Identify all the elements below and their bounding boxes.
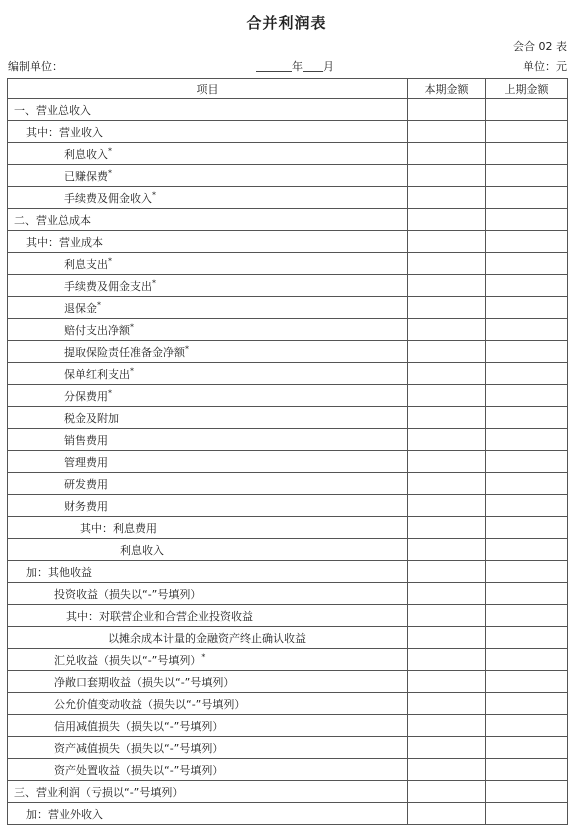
row-label-text: 税金及附加	[64, 411, 119, 425]
period-date	[256, 58, 334, 74]
statement-title: 合并利润表	[246, 14, 327, 32]
current-period-cell[interactable]	[408, 759, 486, 781]
current-period-cell[interactable]	[408, 649, 486, 671]
current-period-cell[interactable]	[408, 803, 486, 825]
row-label-text: 投资收益（损失以“-”号填列）	[54, 587, 202, 601]
row-item-label	[8, 297, 408, 319]
row-item-label	[8, 341, 408, 363]
table-row	[8, 737, 568, 759]
row-label-text: 资产处置收益（损失以“-”号填列）	[54, 763, 224, 777]
table-row	[8, 209, 568, 231]
special-industry-mark: *	[201, 651, 206, 661]
row-label-text: 销售费用	[64, 433, 108, 447]
row-item-label	[8, 561, 408, 583]
prior-period-cell[interactable]	[486, 605, 568, 627]
column-header-prior-period: 上期金额	[486, 79, 568, 99]
month-blank	[303, 60, 323, 72]
current-period-cell[interactable]	[408, 385, 486, 407]
prior-period-cell[interactable]	[486, 759, 568, 781]
row-label-text: 利息支出	[64, 257, 108, 271]
row-label-text: 其中：营业成本	[26, 235, 103, 249]
table-row	[8, 715, 568, 737]
row-label-text: 手续费及佣金收入	[64, 191, 152, 205]
current-period-cell[interactable]	[408, 187, 486, 209]
row-label-text: 管理费用	[64, 455, 108, 469]
table-row	[8, 143, 568, 165]
prior-period-cell[interactable]	[486, 737, 568, 759]
special-industry-mark: *	[108, 255, 112, 265]
special-industry-mark: *	[130, 321, 134, 331]
row-item-label	[8, 143, 408, 165]
special-industry-mark: *	[130, 365, 134, 375]
table-row	[8, 385, 568, 407]
current-period-cell[interactable]	[408, 693, 486, 715]
table-row	[8, 473, 568, 495]
prior-period-cell[interactable]	[486, 803, 568, 825]
row-label-text: 一、营业总收入	[14, 103, 91, 117]
special-industry-mark: *	[152, 277, 156, 287]
current-period-cell[interactable]	[408, 253, 486, 275]
table-row	[8, 407, 568, 429]
current-period-cell[interactable]	[408, 627, 486, 649]
current-period-cell[interactable]	[408, 275, 486, 297]
row-label-text: 财务费用	[64, 499, 108, 513]
current-period-cell[interactable]	[408, 451, 486, 473]
row-item-label	[8, 781, 408, 803]
prior-period-cell[interactable]	[486, 121, 568, 143]
row-item-label	[8, 627, 408, 649]
row-label-text: 利息收入	[120, 543, 164, 557]
column-header-current-period: 本期金额	[408, 79, 486, 99]
row-item-label	[8, 121, 408, 143]
table-row	[8, 803, 568, 825]
special-industry-mark: *	[108, 387, 112, 397]
currency-label: 单位：元	[523, 60, 567, 73]
table-row	[8, 121, 568, 143]
current-period-cell[interactable]	[408, 297, 486, 319]
table-row	[8, 627, 568, 649]
row-label-text: 加：其他收益	[26, 565, 92, 579]
table-row	[8, 319, 568, 341]
row-label-text: 保单红利支出	[64, 367, 130, 381]
table-row	[8, 297, 568, 319]
prior-period-cell[interactable]	[486, 561, 568, 583]
special-industry-mark: *	[97, 299, 101, 309]
special-industry-mark: *	[108, 145, 112, 155]
prior-period-cell[interactable]	[486, 495, 568, 517]
current-period-cell[interactable]	[408, 473, 486, 495]
current-period-cell[interactable]	[408, 121, 486, 143]
prior-period-cell[interactable]	[486, 253, 568, 275]
table-row	[8, 649, 568, 671]
table-row	[8, 693, 568, 715]
prior-period-cell[interactable]	[486, 451, 568, 473]
row-label-text: 其中：营业收入	[26, 125, 103, 139]
current-period-cell[interactable]	[408, 143, 486, 165]
row-label-text: 加：营业外收入	[26, 807, 103, 821]
special-industry-mark: *	[152, 189, 156, 199]
special-industry-mark: *	[185, 343, 189, 353]
current-period-cell[interactable]	[408, 737, 486, 759]
row-item-label	[8, 737, 408, 759]
row-label-text: 手续费及佣金支出	[64, 279, 152, 293]
prior-period-cell[interactable]	[486, 341, 568, 363]
row-label-text: 退保金	[64, 301, 97, 315]
table-row	[8, 583, 568, 605]
prior-period-cell[interactable]	[486, 781, 568, 803]
current-period-cell[interactable]	[408, 341, 486, 363]
table-row	[8, 99, 568, 121]
table-row	[8, 253, 568, 275]
prior-period-cell[interactable]	[486, 275, 568, 297]
row-item-label	[8, 759, 408, 781]
row-label-text: 分保费用	[64, 389, 108, 403]
current-period-cell[interactable]	[408, 231, 486, 253]
row-label-text: 公允价值变动收益（损失以“-”号填列）	[54, 697, 246, 711]
row-item-label	[8, 363, 408, 385]
row-label-text: 信用减值损失（损失以“-”号填列）	[54, 719, 224, 733]
prior-period-cell[interactable]	[486, 297, 568, 319]
current-period-cell[interactable]	[408, 517, 486, 539]
table-body	[8, 99, 568, 825]
table-row	[8, 495, 568, 517]
income-statement-table	[7, 78, 568, 825]
form-code: 会合 02 表	[513, 40, 567, 53]
prior-period-cell[interactable]	[486, 363, 568, 385]
row-item-label	[8, 385, 408, 407]
current-period-cell[interactable]	[408, 605, 486, 627]
table-row	[8, 451, 568, 473]
prior-period-cell[interactable]	[486, 231, 568, 253]
row-item-label	[8, 165, 408, 187]
row-item-label	[8, 693, 408, 715]
current-period-cell[interactable]	[408, 583, 486, 605]
row-item-label	[8, 605, 408, 627]
row-item-label	[8, 583, 408, 605]
column-header-item: 项目	[8, 79, 408, 99]
table-header-row	[8, 79, 568, 99]
table-row	[8, 231, 568, 253]
current-period-cell[interactable]	[408, 539, 486, 561]
row-item-label	[8, 275, 408, 297]
current-period-cell[interactable]	[408, 407, 486, 429]
row-item-label	[8, 473, 408, 495]
row-label-text: 赔付支出净额	[64, 323, 130, 337]
prior-period-cell[interactable]	[486, 473, 568, 495]
row-item-label	[8, 99, 408, 121]
year-blank	[256, 60, 292, 72]
row-item-label	[8, 715, 408, 737]
compiler-label: 编制单位：	[8, 60, 63, 73]
row-item-label	[8, 319, 408, 341]
prior-period-cell[interactable]	[486, 671, 568, 693]
table-row	[8, 671, 568, 693]
special-industry-mark: *	[108, 167, 112, 177]
prior-period-cell[interactable]	[486, 143, 568, 165]
table-row	[8, 275, 568, 297]
prior-period-cell[interactable]	[486, 187, 568, 209]
row-item-label	[8, 451, 408, 473]
row-item-label	[8, 803, 408, 825]
row-label-text: 研发费用	[64, 477, 108, 491]
row-label-text: 其中：对联营企业和合营企业投资收益	[66, 609, 253, 623]
table-row	[8, 605, 568, 627]
row-label-text: 利息收入	[64, 147, 108, 161]
table-row	[8, 517, 568, 539]
current-period-cell[interactable]	[408, 165, 486, 187]
prior-period-cell[interactable]	[486, 627, 568, 649]
row-label-text: 以摊余成本计量的金融资产终止确认收益	[108, 631, 306, 645]
row-item-label	[8, 187, 408, 209]
table-row	[8, 187, 568, 209]
current-period-cell[interactable]	[408, 363, 486, 385]
row-item-label	[8, 253, 408, 275]
row-item-label	[8, 407, 408, 429]
row-item-label	[8, 671, 408, 693]
table-row	[8, 165, 568, 187]
current-period-cell[interactable]	[408, 715, 486, 737]
current-period-cell[interactable]	[408, 319, 486, 341]
prior-period-cell[interactable]	[486, 385, 568, 407]
row-item-label	[8, 429, 408, 451]
row-label-text: 二、营业总成本	[14, 213, 91, 227]
row-label-text: 提取保险责任准备金净额	[64, 345, 185, 359]
table-row	[8, 781, 568, 803]
prior-period-cell[interactable]	[486, 319, 568, 341]
row-label-text: 净敞口套期收益（损失以“-”号填列）	[54, 675, 235, 689]
current-period-cell[interactable]	[408, 99, 486, 121]
prior-period-cell[interactable]	[486, 429, 568, 451]
prior-period-cell[interactable]	[486, 715, 568, 737]
table-row	[8, 539, 568, 561]
prior-period-cell[interactable]	[486, 165, 568, 187]
prior-period-cell[interactable]	[486, 583, 568, 605]
row-item-label	[8, 539, 408, 561]
row-label-text: 已赚保费	[64, 169, 108, 183]
table-row	[8, 341, 568, 363]
prior-period-cell[interactable]	[486, 99, 568, 121]
prior-period-cell[interactable]	[486, 209, 568, 231]
row-label-text: 三、营业利润（亏损以“-”号填列）	[14, 785, 184, 799]
row-item-label	[8, 517, 408, 539]
table-row	[8, 561, 568, 583]
table-row	[8, 363, 568, 385]
prior-period-cell[interactable]	[486, 517, 568, 539]
row-item-label	[8, 209, 408, 231]
row-label-text: 资产减值损失（损失以“-”号填列）	[54, 741, 224, 755]
row-item-label	[8, 649, 408, 671]
current-period-cell[interactable]	[408, 495, 486, 517]
statement-meta-row	[8, 58, 567, 74]
prior-period-cell[interactable]	[486, 649, 568, 671]
table-row	[8, 759, 568, 781]
row-item-label	[8, 231, 408, 253]
row-item-label	[8, 495, 408, 517]
prior-period-cell[interactable]	[486, 539, 568, 561]
table-row	[8, 429, 568, 451]
current-period-cell[interactable]	[408, 671, 486, 693]
current-period-cell[interactable]	[408, 781, 486, 803]
row-label-text: 汇兑收益（损失以“-”号填列）	[54, 653, 202, 667]
year-label: 年	[292, 60, 303, 73]
row-label-text: 其中：利息费用	[80, 521, 157, 535]
prior-period-cell[interactable]	[486, 693, 568, 715]
current-period-cell[interactable]	[408, 429, 486, 451]
current-period-cell[interactable]	[408, 209, 486, 231]
month-label: 月	[323, 60, 334, 73]
prior-period-cell[interactable]	[486, 407, 568, 429]
current-period-cell[interactable]	[408, 561, 486, 583]
